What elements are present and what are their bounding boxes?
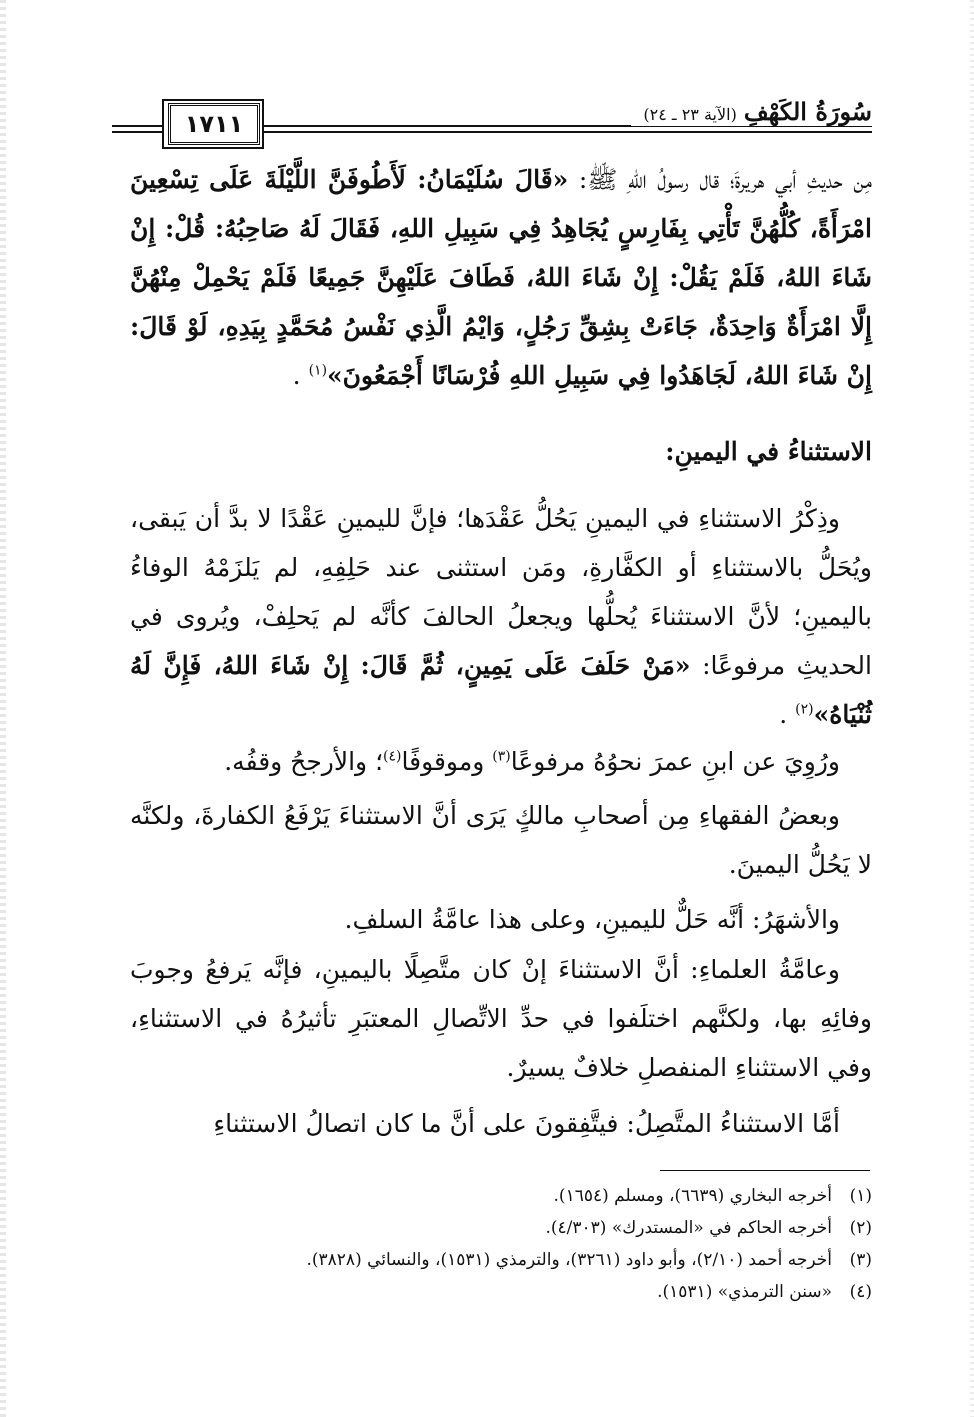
hadith-text: «مَنْ حَلَفَ عَلَى يَمِينٍ، ثُمَّ قَالَ: إِنْ شَاءَ اللهُ، فَإِنَّ لَهُ ثُنْيَاهُ»: [130, 651, 872, 729]
intro-lead: مِن حديثِ أبي هريرةَ؛ قال رسولُ اللهِ ﷺ:: [578, 165, 873, 194]
intro-tail: .: [292, 361, 301, 390]
page-edge-right: [970, 0, 974, 1417]
header-title: [631, 97, 872, 126]
paragraph-istithna: [130, 494, 872, 739]
page-number: ١٧١١: [168, 103, 260, 145]
footnote: [120, 1276, 872, 1308]
footnote-text: أخرجه أحمد (٢/١٠)، وأبو داود (٣٢٦١)، والترمذي (١٥٣١)، والنسائي (٣٨٢٨).: [306, 1250, 832, 1270]
footnote: [120, 1212, 872, 1244]
footnote-number: (٤): [849, 1282, 872, 1302]
footnote-number: (٢): [849, 1218, 872, 1238]
footnote-ref-4: (٤): [383, 748, 402, 765]
paragraph-malikiyya: وبعضُ الفقهاءِ مِن أصحابِ مالكٍ يَرَى أنَّ الاستثناءَ يَرْفَعُ الكفارةَ، ولكنَّه لا يَحُلُّ اليمينَ.: [130, 801, 872, 879]
footnote-text: أخرجه الحاكم في «المستدرك» (٤/٣٠٣).: [545, 1218, 832, 1238]
paragraph-ulama: وعامَّةُ العلماءِ: أنَّ الاستثناءَ إنْ كان متَّصِلًا باليمينِ، فإنَّه يَرفعُ وجوبَ وفائِهِ بها، ولكنَّهم اختلَفوا في حدِّ الاتِّصالِ المعتبَرِ تأثيرُهُ في الاستثناءِ، وفي الاستثناءِ المنفصلِ خلافٌ يسيرٌ.: [130, 955, 872, 1082]
sura-title: سُورَةُ الكَهْفِ: [743, 97, 872, 126]
footnote-number: (١): [849, 1186, 872, 1206]
running-header: [112, 95, 872, 147]
footnote-rule: [660, 1170, 870, 1171]
footnote: [120, 1244, 872, 1276]
verse-range: (الآية ٢٣ ـ ٢٤): [643, 105, 737, 124]
paragraph-text: ؛ والأرجحُ وقفُه.: [224, 747, 384, 776]
footnote-text: أخرجه البخاري (٦٦٣٩)، ومسلم (١٦٥٤).: [553, 1186, 832, 1206]
footnote-ref-2: (٢): [795, 701, 814, 718]
paragraph-text: وموقوفًا: [401, 747, 485, 776]
paragraph-ibn-umar: [130, 737, 872, 786]
paragraph-hadith-sulayman: [130, 155, 872, 400]
footnote-ref-3: (٣): [492, 748, 511, 765]
paragraph-text: وذِكْرُ الاستثناءِ في اليمينِ يَحُلُّ عَقْدَها؛ فإنَّ لليمينِ عَقْدًا لا بدَّ أن يَبقى، ويُحَلُّ بالاستثناءِ أو الكفَّارةِ، ومَن استثنى عند حَلِفِهِ، لم يَلزَمْهُ الوفاءُ باليمينِ؛ لأنَّ الاستثناءَ يُحلُّها ويجعلُ الحالفَ كأنَّه لم يَحلِفْ، ويُروى في الحديثِ مرفوعًا:: [130, 504, 872, 680]
footnote-number: (٣): [849, 1250, 872, 1270]
footnote: [120, 1180, 872, 1212]
hadith-text: «قَالَ سُلَيْمَانُ: لَأَطُوفَنَّ اللَّيْلَةَ عَلَى تِسْعِينَ امْرَأَةً، كُلُّهُنَّ تَأْتِي بِفَارِسٍ يُجَاهِدُ فِي سَبِيلِ اللهِ، فَقَالَ لَهُ صَاحِبُهُ: قُلْ: إِنْ شَاءَ اللهُ، فَلَمْ يَقُلْ: إِنْ شَاءَ اللهُ، فَطَافَ عَلَيْهِنَّ جَمِيعًا فَلَمْ يَحْمِلْ مِنْهُنَّ إِلَّا امْرَأَةٌ وَاحِدَةٌ، جَاءَتْ بِشِقِّ رَجُلٍ، وَايْمُ الَّذِي نَفْسُ مُحَمَّدٍ بِيَدِهِ، لَوْ قَالَ: إِنْ شَاءَ اللهُ، لَجَاهَدُوا فِي سَبِيلِ اللهِ فُرْسَانًا أَجْمَعُونَ»: [130, 165, 872, 390]
footnote-ref-1: (١): [308, 362, 328, 379]
footnotes: [120, 1180, 872, 1308]
paragraph-text: ورُوِيَ عن ابنِ عمرَ نحوُهُ مرفوعًا: [510, 747, 840, 776]
paragraph-muttasil: أمَّا الاستثناءُ المتَّصِلُ: فيتَّفِقونَ على أنَّ ما كان اتصالُ الاستثناءِ: [213, 1109, 840, 1138]
paragraph-tail: .: [779, 700, 788, 729]
page-edge-left: [0, 0, 6, 1417]
paragraph-ashhar: والأشهَرُ: أنَّه حَلٌّ لليمينِ، وعلى هذا عامَّةُ السلفِ.: [344, 905, 840, 934]
section-heading: الاستثناءُ في اليمينِ:: [665, 437, 872, 466]
footnote-text: «سنن الترمذي» (١٥٣١).: [657, 1282, 832, 1302]
